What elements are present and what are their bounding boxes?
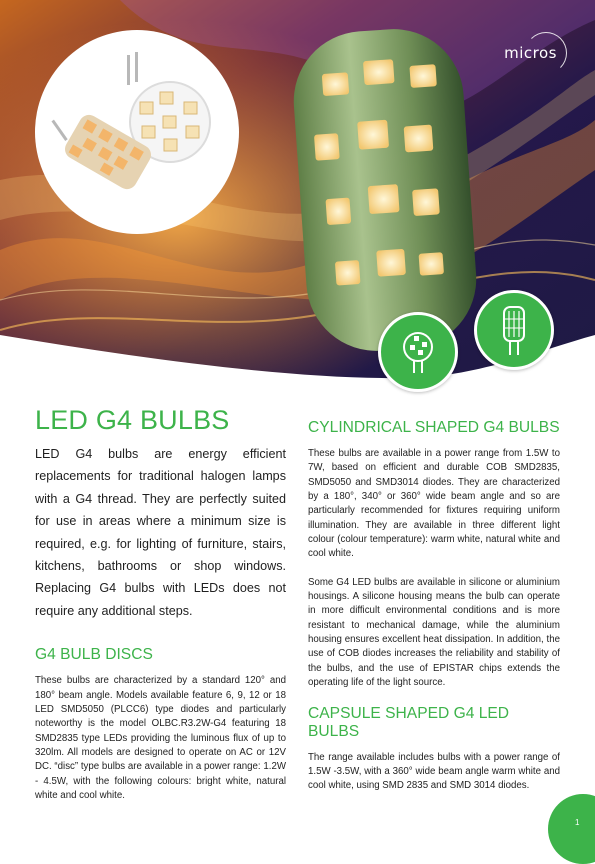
- intro-paragraph: LED G4 bulbs are energy efficient replacements for traditional halogen lamps with a G4 thread. They are perfectly suited for use in areas where a minimum size is required, e.g. for lighting of furniture, stairs, kitchens, bathrooms or shop windows. Replacing G4 bulbs with LEDs does not require any additional steps.: [35, 447, 286, 618]
- cylindrical-paragraph-1: These bulbs are available in a power range from 1.5W to 7W, based on efficient and durable COB SMD2835, SMD5050 and SMD3014 diodes. They are characterized by a 180°, 340° or 360° wide beam angle and so are particularly recommended for fixtures requiring uniform illumination. They are available in three different light colour (colour temperature): warm white, natural white and cool white.: [308, 448, 560, 560]
- page-number-tab: [548, 794, 595, 864]
- micros-logo: [504, 44, 557, 62]
- discs-heading: G4 BULB DISCS: [35, 646, 153, 664]
- capsule-paragraph: The range available includes bulbs with a power range of 1.5W -3.5W, with a 360° wide beam angle warm white and cool white, using SMD 2835 and SMD 3014 diodes.: [308, 751, 560, 792]
- cylindrical-paragraph-2: Some G4 LED bulbs are available in silicone or aluminium housings. A silicone housing means the bulb can operate in more difficult environmental conditions and is more resistant to mechanical damage, while the aluminium housing ensures excellent heat dissipation. In addition, the use of COB diodes increases the reliability and stability of the bulbs, and the use of EPISTAR chips extends the operating life of the light source.: [308, 576, 560, 689]
- disc-bulb-icon: [378, 312, 458, 392]
- page-title: LED G4 BULBS: [35, 405, 230, 435]
- bulb-products-photo: [35, 30, 239, 234]
- logo-ring-icon: [525, 32, 567, 74]
- page-number: 1: [575, 818, 580, 827]
- cylinder-bulb-icon: [474, 290, 554, 370]
- right-column: [308, 419, 560, 794]
- discs-paragraph: These bulbs are characterized by a standard 120° and 180° beam angle. Models available feature 6, 9, 12 or 18 LED SMD5050 (PLCC6) type diodes and particularly noteworthy is the model OLBC.R3.2W-G4 featuring 18 SMD2835 type LEDs providing the luminous flux of up to 320lm. All models are designed to operate on AC or 12V DC. “disc” type bulbs are available in a power range: 1.2W - 4.5W, with the following colours: bright white, natural white and cool white.: [35, 675, 286, 801]
- capsule-heading: CAPSULE SHAPED G4 LED BULBS: [308, 704, 510, 740]
- logo-text: micros: [504, 44, 557, 62]
- cylindrical-heading: CYLINDRICAL SHAPED G4 BULBS: [308, 419, 560, 436]
- left-column: [35, 405, 286, 803]
- cylindrical-bulb-photo: [289, 24, 481, 355]
